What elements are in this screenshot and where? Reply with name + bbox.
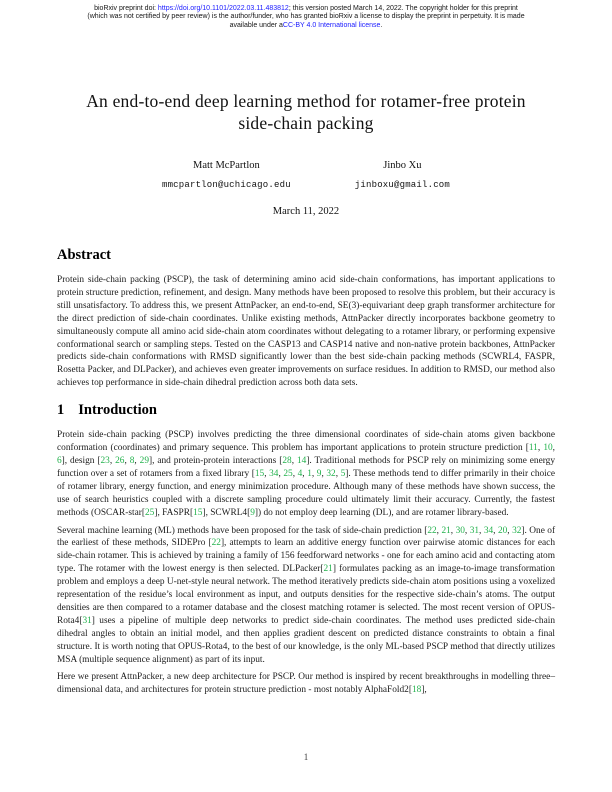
content-column (57, 90, 555, 702)
page-number: 1 (303, 752, 309, 762)
citation-ref[interactable]: 32 (512, 525, 522, 536)
citation-ref[interactable]: 23 (100, 455, 110, 466)
citation-ref[interactable]: 25 (283, 468, 293, 479)
citation-ref[interactable]: 22 (427, 525, 437, 536)
title-line-1: An end-to-end deep learning method for rotamer-free protein (86, 91, 526, 111)
banner-line-3 (28, 22, 584, 30)
author-email: mmcpartlon@uchicago.edu (161, 180, 291, 190)
title-line-2: side-chain packing (238, 113, 374, 133)
citation-ref[interactable]: 34 (269, 468, 279, 479)
author-name: Jinbo Xu (383, 160, 422, 171)
citation-ref[interactable]: 25 (144, 507, 155, 518)
citation-ref[interactable]: 18 (411, 685, 422, 696)
abstract-text: Protein side-chain packing (PSCP), the task of determining amino acid side-chain conformations, has important applications to protein structure prediction, refinement, and design. Many methods have been proposed to resolve this problem, but their accuracy is still unsatisfactory. To address this, we present AttnPacker, an end-to-end, SE(3)-equivariant deep graph transformer architecture for the direct prediction of side-chain coordinates. Unlike existing methods, AttnPacker directly incorporates backbone geometry to simultaneously compute all amino acid side-chain atom coordinates without delegating to a rotamer library, or performing expensive conformational search or sampling steps. Tested on the CASP13 and CASP14 native and non-native protein backbones, AttnPacker predicts side-chain conformations with RMSD significantly lower than the best side-chain packing methods (SCWRL4, FASPR, Rosetta Packer, and DLPacker), and achieves even greater improvements on surface residues. In addition to RMSD, our method also achieves top performance in side-chain dihedral prediction across both data sets. (57, 275, 555, 389)
doi-link[interactable]: https://doi.org/10.1101/2022.03.11.483812 (157, 5, 289, 12)
citation-ref[interactable]: 20 (497, 525, 508, 536)
abstract-heading: Abstract (57, 247, 111, 263)
author-1 (162, 160, 291, 190)
citation-ref[interactable]: 1 (307, 468, 312, 479)
banner-line-2: (which was not certified by peer review) is the author/funder, who has granted bioRxiv a license to display the preprint in perpetuity. It is made (87, 13, 525, 21)
paper-title (57, 90, 555, 134)
author-block (57, 160, 555, 190)
citation-ref[interactable]: 15 (254, 468, 265, 479)
citation-ref[interactable]: 9 (316, 468, 322, 479)
author-name: Matt McPartlon (192, 160, 260, 171)
citation-ref[interactable]: 29 (139, 455, 149, 466)
citation-ref[interactable]: 31 (469, 525, 480, 536)
section-number: 1 (57, 402, 65, 419)
citation-ref[interactable]: 21 (441, 525, 451, 536)
citation-ref[interactable]: 9 (250, 507, 255, 518)
citation-ref[interactable]: 4 (297, 468, 303, 479)
citation-ref[interactable]: 15 (193, 507, 203, 518)
citation-ref[interactable]: 31 (82, 615, 92, 626)
citation-ref[interactable]: 21 (323, 564, 333, 575)
banner-line-1 (28, 5, 584, 13)
intro-paragraph-1: Protein side-chain packing (PSCP) involves predicting the three dimensional coordinates of side-chain atoms given backbone conformation (coordinates) and primary sequence. This problem has important applications to protein structure prediction [11, 10, 6], design [23, 26, 8, 29], and protein-protein interactions [28, 14]. Traditional methods for PSCP rely on minimizing some energy function over a set of rotamers from a fixed library [15, 34, 25, 4, 1, 9, 32, 5]. These methods tend to differ primarily in their choice of rotamer library, energy function, and energy minimization procedure. Although many of these methods have shown success, the use of search heuristics coupled with a discrete sampling procedure could ultimately limit their accuracy. Currently, the fastest methods (OSCAR-star[25], FASPR[15], SCWRL4[9]) do not employ deep learning (DL), and are rotamer library-based. (57, 430, 556, 518)
citation-ref[interactable]: 30 (455, 525, 465, 536)
author-2 (355, 160, 450, 190)
section-title: Introduction (78, 402, 157, 419)
paper-date: March 11, 2022 (272, 206, 340, 217)
banner-text: ; this version posted March 14, 2022. The copyright holder for this preprint (288, 5, 518, 12)
citation-ref[interactable]: 5 (340, 468, 346, 479)
citation-ref[interactable]: 6 (57, 455, 62, 466)
citation-ref[interactable]: 8 (129, 455, 135, 466)
preprint-banner (28, 5, 584, 30)
banner-text: . (380, 21, 383, 29)
banner-text: available under a (229, 21, 283, 29)
intro-paragraph-3: Here we present AttnPacker, a new deep architecture for PSCP. Our method is inspired by recent breakthroughs in modelling three–dimensional data, and architectures for protein structure prediction - most notably AlphaFold2[18], (57, 672, 555, 696)
citation-ref[interactable]: 26 (115, 455, 125, 466)
section-heading-introduction (57, 402, 555, 419)
author-email: jinboxu@gmail.com (354, 180, 451, 190)
citation-ref[interactable]: 14 (296, 455, 307, 466)
citation-ref[interactable]: 32 (326, 468, 336, 479)
citation-ref[interactable]: 11 (528, 443, 538, 454)
banner-text: bioRxiv preprint doi: (94, 5, 158, 12)
license-link[interactable]: CC-BY 4.0 International license (282, 21, 381, 29)
citation-ref[interactable]: 10 (543, 443, 553, 454)
citation-ref[interactable]: 28 (282, 455, 292, 466)
citation-ref[interactable]: 22 (211, 538, 221, 549)
citation-ref[interactable]: 34 (483, 525, 494, 536)
intro-paragraph-2: Several machine learning (ML) methods have been proposed for the task of side-chain prediction [22, 21, 30, 31, 34, 20, 32]. One of the earliest of these methods, SIDEPro [22], attempts to learn an additive energy function over pairwise atomic distances for each side-chain rotamer. This is achieved by training a family of 156 feedforward networks - one for each amino acid and contacting atom type. The rotamer with the lowest energy is then selected. DLPacker[21] formulates packing as an image-to-image transformation problem and employs a deep U-net-style neural network. The method iteratively predicts side-chain atom positions using a voxelized representation of the residue’s local environment as input, and outputs densities for the respective side-chain’s atoms. The output densities are then compared to a rotamer database and the closest matching rotamer is selected. The most recent version of OPUS-Rota4[31] uses a pipeline of multiple deep networks to predict side-chain coordinates. The method uses predicted side-chain dihedral angles to obtain an initial model, and then applies gradient descent on predicted distance constraints to obtain a final structure. It is worth noting that OPUS-Rota4, to the best of our knowledge, is the only ML-based PSCP method that directly utilizes MSA (multiple sequence alignment) as part of its input. (57, 525, 556, 665)
